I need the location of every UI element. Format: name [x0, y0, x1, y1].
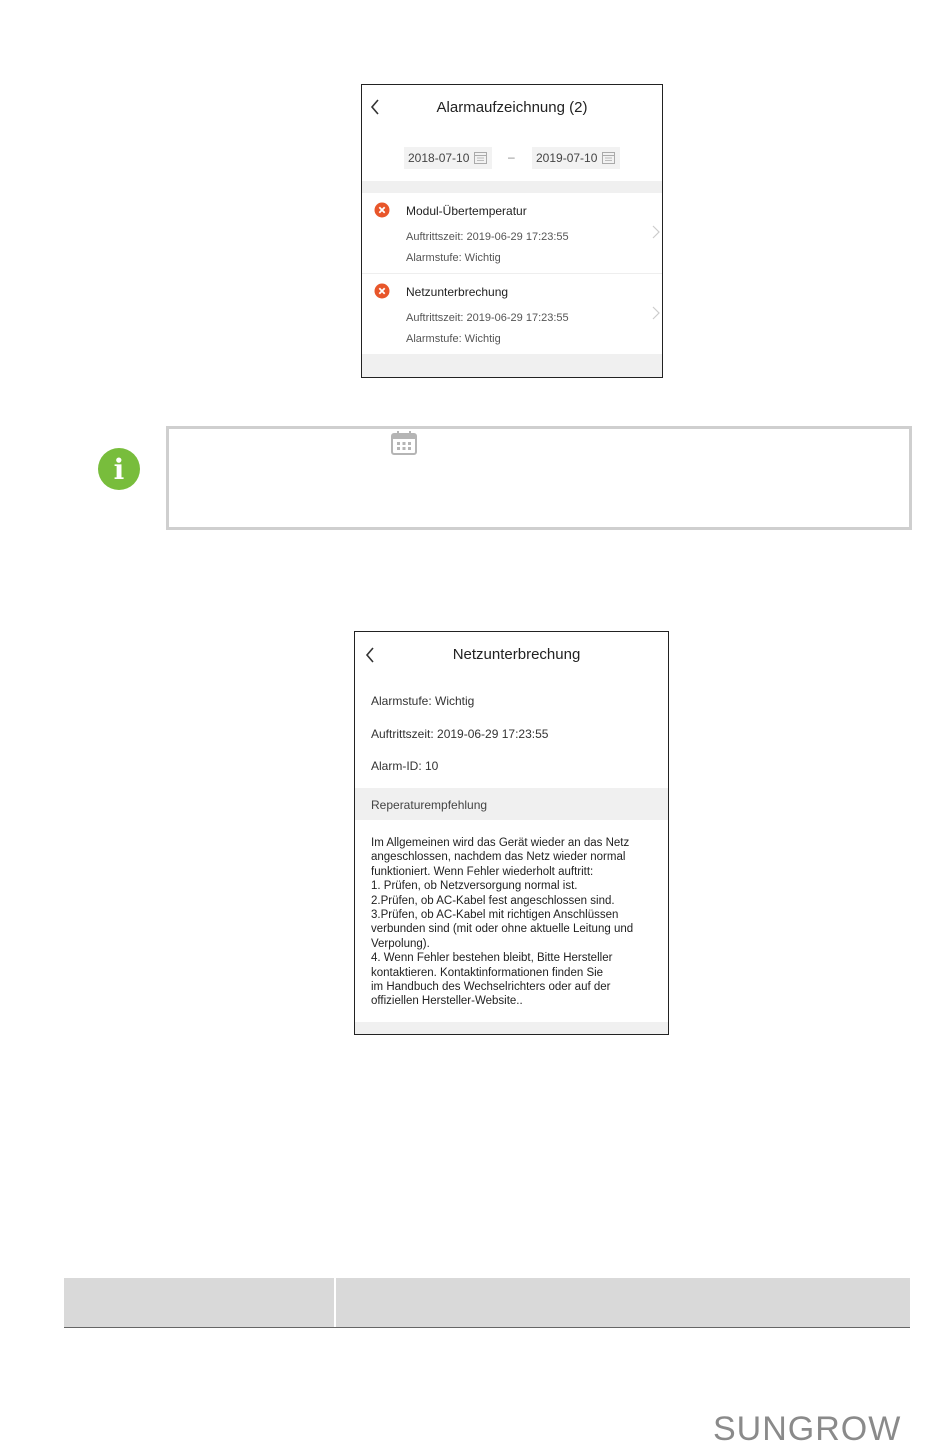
- list-footer-band: [362, 354, 662, 378]
- alarm-time: Auftrittszeit: 2019-06-29 17:23:55: [406, 231, 569, 243]
- end-date-value: 2019-07-10: [536, 151, 598, 165]
- start-date-value: 2018-07-10: [408, 151, 470, 165]
- alarm-name: Netzunterbrechung: [406, 285, 509, 299]
- date-separator: –: [508, 150, 515, 164]
- divider: [362, 181, 662, 193]
- note-box: [166, 426, 912, 530]
- calendar-icon[interactable]: [602, 151, 615, 164]
- sungrow-logo: SUNGROW: [713, 1410, 902, 1448]
- alarm-time: Auftrittszeit: 2019-06-29 17:23:55: [406, 312, 569, 324]
- chevron-right-icon: [652, 306, 660, 320]
- alarm-list-item[interactable]: [362, 193, 662, 273]
- page-title: Netzunterbrechung: [452, 646, 581, 663]
- repair-advice-text: Im Allgemeinen wird das Gerät wieder an das Netz angeschlossen, nachdem das Netz wieder normal funktioniert. Wenn Fehler wiederholt auftritt: 1. Prüfen, ob Netzversorgung normal ist. 2.Prüfen, ob AC-Kabel fest angeschlossen sind. 3.Prüfen, ob AC-Kabel mit richtigen Anschlüssen verbunden sind (mit oder ohne aktuelle Leitung und Verpolung). 4. Wenn Fehler bestehen bleibt, Bitte Hersteller kontaktieren. Kontaktinformationen finden Sie im Handbuch des Wechselrichters oder auf der offiziellen Hersteller-Website..: [371, 837, 634, 1008]
- date-range: [362, 147, 662, 171]
- alarm-detail-screenshot: [354, 631, 669, 1035]
- end-date-field[interactable]: [532, 147, 620, 169]
- calendar-icon: [391, 431, 417, 455]
- table-header: [64, 1278, 910, 1328]
- alarm-list-screenshot: [361, 84, 663, 378]
- section-header: Reperaturempfehlung: [355, 788, 668, 820]
- footer-band: [355, 1022, 668, 1034]
- calendar-icon[interactable]: [474, 151, 487, 164]
- page-title: Alarmaufzeichnung (2): [436, 99, 588, 116]
- error-icon: [374, 283, 390, 299]
- chevron-right-icon: [652, 225, 660, 239]
- alarm-level: Alarmstufe: Wichtig: [371, 694, 475, 708]
- alarm-name: Modul-Übertemperatur: [406, 204, 527, 218]
- table-header-cell: [338, 1278, 910, 1327]
- alarm-time: Auftrittszeit: 2019-06-29 17:23:55: [371, 727, 549, 741]
- alarm-list-item[interactable]: [362, 274, 662, 354]
- alarm-level: Alarmstufe: Wichtig: [406, 333, 501, 345]
- alarm-id: Alarm-ID: 10: [371, 759, 439, 773]
- error-icon: [374, 202, 390, 218]
- start-date-field[interactable]: [404, 147, 492, 169]
- table-header-cell: [64, 1278, 336, 1327]
- info-icon: i: [98, 448, 140, 490]
- alarm-level: Alarmstufe: Wichtig: [406, 252, 501, 264]
